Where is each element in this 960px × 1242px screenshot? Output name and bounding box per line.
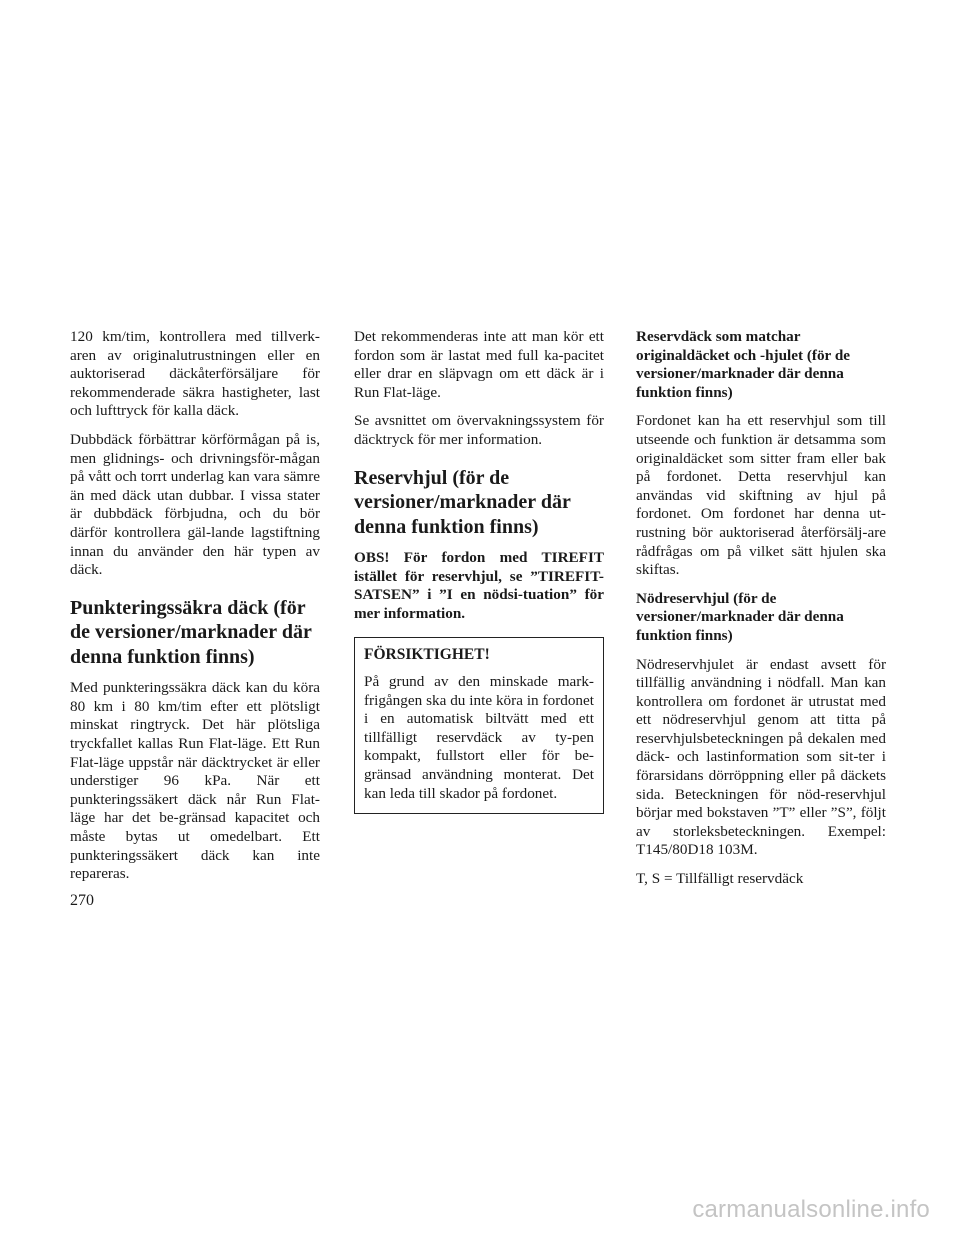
caution-title: FÖRSIKTIGHET! [364,646,490,664]
paragraph-temporary-spare: T, S = Tillfälligt reservdäck [636,870,804,888]
column-right [636,328,886,899]
caution-box [354,637,604,814]
paragraph-emergency-spare: Nödreservhjulet är endast avsett för tillfällig användning i nödfall. Man kan kontrollera om fordonet är utrustat med ett nödreservhjul genom att titta på reservhjulsbeteckningen på dekalen med däck- och lastinformation som sit-ter i förarsidans dörröppning eller på däckets sida. Beteckningen för nöd-reservhjul börjar med bokstaven ”T” eller ”S”, följt av storleksbeteckningen. Exempel: T145/80D18 103M. [636,655,886,859]
heading-matching-spare: Reservdäck som matchar originaldäcket och -hjulet (för de versioner/marknader där denna funktion finns) [636,328,851,401]
caution-text: På grund av den minskade mark-frigången ska du inte köra in fordonet i en automatisk biltvätt med ett tillfälligt reservdäck av ty-pen kompakt, fullstort eller för be-gränsad användning monterat. Det kan leda till skador på fordonet. [364,673,594,802]
page-number: 270 [70,892,94,909]
watermark: carmanualsonline.info [692,1196,930,1223]
note-tirefit: OBS! För fordon med TIREFIT istället för reservhjul, se ”TIREFIT-SATSEN” i ”I en nödsi-tuation” för mer information. [354,549,604,622]
heading-emergency-spare: Nödreservhjul (för de versioner/marknader där denna funktion finns) [636,589,844,644]
heading-spare-wheel: Reservhjul (för de versioner/marknader där denna funktion finns) [354,466,571,538]
paragraph-studded-tires: Dubbdäck förbättrar körförmågan på is, men glidnings- och drivningsför-mågan på vått och torrt underlag kan vara sämre än med däck utan dubbar. I vissa stater är dubbdäck förbjudna, och du bör därför kontrollera gäl-lande lagstiftning innan du använder den här typen av däck. [70,430,320,579]
paragraph-run-flat: Med punkteringssäkra däck kan du köra 80 km i 80 km/tim efter ett plötsligt minskat ringtryck. Det här plötsliga tryckfallet kallas Run Flat-läge. Ett Run Flat-läge uppstår när däcktrycket är eller understiger 96 kPa. När ett punkteringssäkert däck når Run Flat-läge har det be-gränsad kapacitet och måste bytas ut omedelbart. Ett punkteringssäkert däck kan inte repareras. [70,679,320,883]
paragraph-matching-spare: Fordonet kan ha ett reservhjul som till utseende och funktion är detsamma som originaldäcket som sitter fram eller bak på fordonet. Detta reservhjul kan användas vid skiftning av hjul på fordonet. Om fordonet har denna ut-rustning bör auktoriserad återförsälj-are rådfrågas om på vilket sätt hjulen ska skiftas. [636,412,886,579]
paragraph-run-flat-load: Det rekommenderas inte att man kör ett fordon som är lastat med full ka-pacitet eller drar en släpvagn om ett däck är i Run Flat-läge. [354,328,604,401]
column-left [70,328,320,894]
heading-run-flat-tires: Punkteringssäkra däck (för de versioner/marknader där denna funktion finns) [70,596,312,668]
column-middle [354,328,604,814]
paragraph-speed-note: 120 km/tim, kontrollera med tillverk-aren av originalutrustningen eller en auktoriserad däckåterförsäljare för rekommenderade säkra hastigheter, last och lufttryck för kalla däck. [70,328,320,420]
paragraph-tpms-reference: Se avsnittet om övervakningssystem för däcktryck för mer information. [354,412,604,448]
